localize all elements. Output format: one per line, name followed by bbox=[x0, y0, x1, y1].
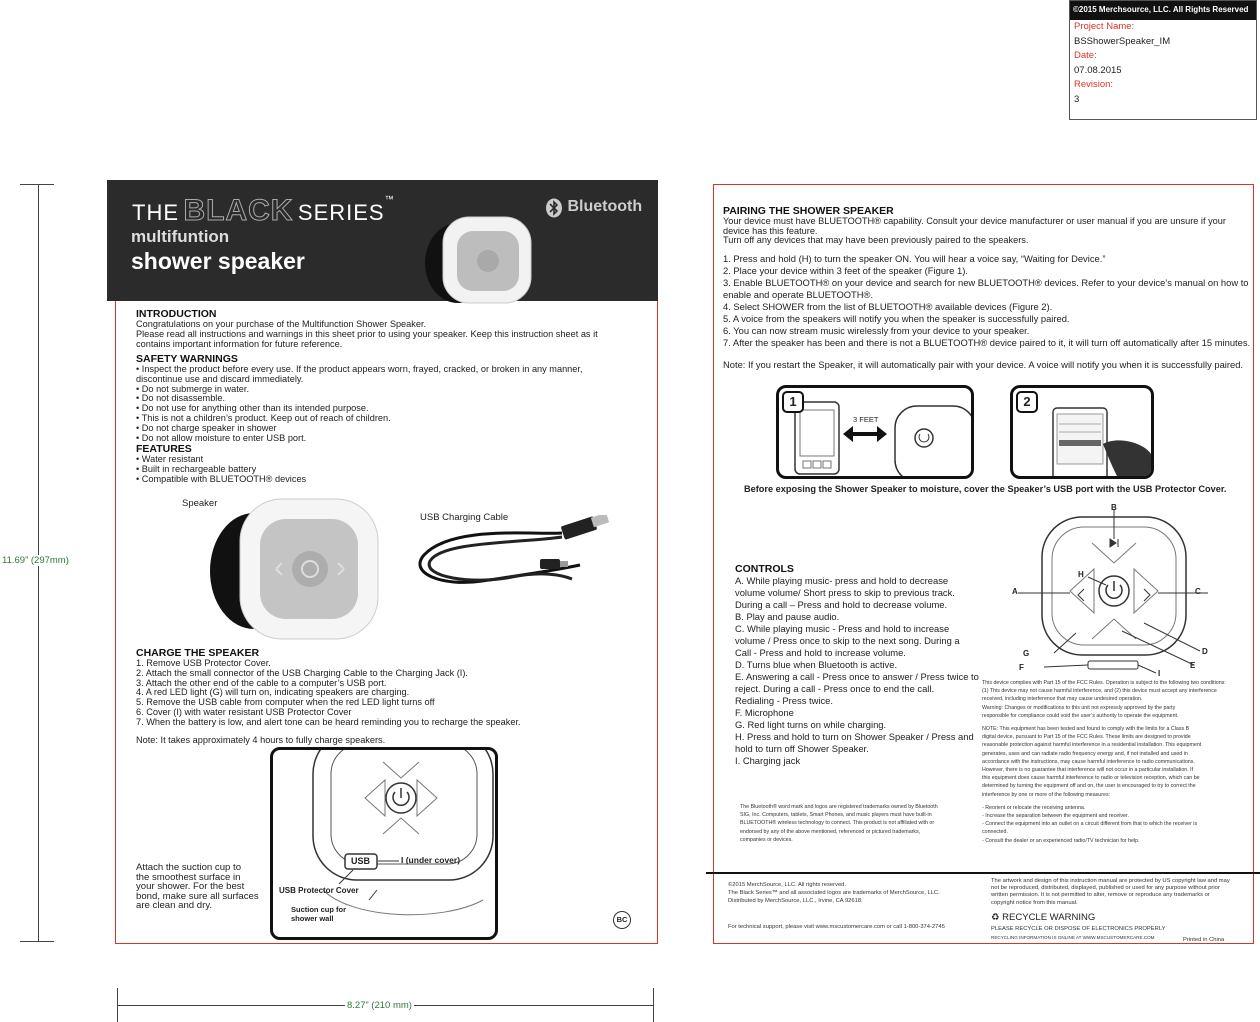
fcc-line: - Reorient or relocate the receiving antenna. bbox=[982, 804, 1086, 811]
fcc-line: responsible for compliance could void the user’s authority to operate the equipment. bbox=[982, 712, 1179, 719]
features-heading: FEATURES bbox=[136, 443, 192, 455]
controls-line: Call - Press and hold to increase volume. bbox=[735, 647, 906, 658]
footer-copyright bbox=[728, 881, 940, 906]
safety-line: • Do not disassemble. bbox=[136, 393, 226, 404]
dimension-tick bbox=[117, 988, 118, 1022]
intro-line: Please read all instructions and warnings in this sheet prior to using your speaker. Keep this instruction sheet as it bbox=[136, 328, 598, 339]
controls-line: Redialing - Press twice. bbox=[735, 695, 833, 706]
speaker-caption: Speaker bbox=[182, 498, 218, 509]
pairing-section bbox=[723, 205, 1250, 371]
recycle-icon: ♻ bbox=[991, 912, 1000, 923]
suction-instructions bbox=[136, 863, 259, 911]
safety-heading: SAFETY WARNINGS bbox=[136, 353, 238, 365]
controls-line: I. Charging jack bbox=[735, 755, 801, 766]
title-black: BLACK bbox=[183, 194, 294, 227]
suction-line: Attach the suction cup to bbox=[136, 862, 242, 873]
date-value: 07.08.2015 bbox=[1074, 64, 1122, 76]
pairing-step: 6. You can now stream music wirelessly from your device to your speaker. bbox=[723, 324, 1030, 336]
fcc-line: generates, uses and can radiate radio frequency energy and, if not installed and used in bbox=[982, 750, 1188, 757]
label-i: I bbox=[1158, 669, 1161, 678]
suction-cup-label-line: shower wall bbox=[291, 914, 334, 923]
bluetooth-logo bbox=[545, 198, 642, 223]
charging-jack-label: I (under cover) bbox=[401, 855, 461, 865]
footer-left-line: ©2015 MerchSource, LLC. All rights reserved. bbox=[728, 882, 847, 888]
dimension-tick bbox=[20, 941, 54, 942]
trademark-line: companies or devices. bbox=[740, 836, 793, 843]
title-the: THE bbox=[132, 200, 179, 225]
recycle-line-1: PLEASE RECYCLE OR DISPOSE OF ELECTRONICS PROPERLY bbox=[991, 926, 1166, 932]
intro-heading: INTRODUCTION bbox=[136, 308, 217, 320]
feature-line: • Compatible with BLUETOOTH® devices bbox=[136, 473, 307, 484]
fcc-line: - Increase the separation between the equipment and receiver. bbox=[982, 813, 1129, 820]
label-h: H bbox=[1078, 570, 1084, 579]
controls-line: D. Turns blue when Bluetooth is active. bbox=[735, 659, 898, 670]
controls-heading: CONTROLS bbox=[735, 563, 794, 575]
suction-cup-label-line: Suction cup for bbox=[291, 905, 346, 914]
speaker-banner-image bbox=[423, 213, 533, 305]
suction-line: your shower. For the best bbox=[136, 881, 245, 892]
controls-section bbox=[735, 563, 979, 767]
intro-section bbox=[136, 308, 598, 349]
fcc-line: this equipment does cause harmful interference to radio or television reception, which can be bbox=[982, 775, 1200, 782]
pairing-step: 3. Enable BLUETOOTH® on your device and search for new BLUETOOTH® devices. Refer to your device’s manual on how to bbox=[723, 276, 1249, 288]
charge-line: 2. Attach the small connector of the USB Charging Cable to the Charging Jack (I). bbox=[136, 667, 468, 678]
pairing-step: 4. Select SHOWER from the list of BLUETOOTH® available devices (Figure 2). bbox=[723, 300, 1053, 312]
suction-line: bond, make sure all surfaces bbox=[136, 890, 259, 902]
protector-cover-label: USB Protector Cover bbox=[279, 886, 359, 895]
charge-heading: CHARGE THE SPEAKER bbox=[136, 647, 260, 659]
height-dimension-label: 11.69” (297mm) bbox=[2, 555, 69, 566]
label-b: B bbox=[1111, 503, 1117, 512]
support-line: For technical support, please visit www.mscustomercare.com or call 1-800-374-2745 bbox=[728, 924, 945, 930]
controls-line: hold to turn off Shower Speaker. bbox=[735, 743, 869, 754]
pairing-heading: PAIRING THE SHOWER SPEAKER bbox=[723, 205, 894, 217]
three-feet-label: 3 FEET bbox=[853, 415, 879, 424]
title-series: SERIES bbox=[297, 200, 385, 225]
footer-right-line: not be reproduced, distributed, displayed, published or used for any purpose without prior bbox=[991, 885, 1220, 892]
pairing-step: 2. Place your device within 3 feet of the speaker (Figure 1). bbox=[723, 264, 968, 276]
trademark-line: SIG, Inc. Computers, tablets, Smart Phones, and music players must have built-in bbox=[740, 812, 932, 819]
fcc-line: reasonable protection against harmful interference in a residential installation. This equipment bbox=[982, 742, 1202, 749]
printed-in-china: Printed in China bbox=[1183, 937, 1225, 943]
fcc-line: (1) This device may not cause harmful interference, and (2) this device must accept any interference bbox=[982, 688, 1217, 695]
figure-2 bbox=[1010, 385, 1154, 479]
fcc-line: digital device, pursuant to Part 15 of the FCC Rules. These limits are designed to provide bbox=[982, 734, 1191, 741]
bc-mark: BC bbox=[613, 911, 631, 929]
pairing-step: 7. After the speaker has been and there is not a BLUETOOTH® device paired to it, it will turn off automatically after 15 minutes. bbox=[723, 336, 1251, 348]
trademark-line: BLUETOOTH® wireless technology to connect. This product is not affiliated with or bbox=[740, 820, 935, 827]
usb-cable-image bbox=[412, 515, 612, 605]
controls-line: A. While playing music- press and hold to decrease bbox=[735, 575, 949, 586]
suction-line: the smoothest surface in bbox=[136, 871, 241, 883]
fcc-line: NOTE: This equipment has been tested and found to comply with the limits for a Class B bbox=[982, 726, 1190, 733]
trademark-line: endorsed by any of the above mentioned, referenced or pictured trademarks, bbox=[740, 828, 921, 835]
label-c: C bbox=[1195, 587, 1201, 596]
dimension-tick bbox=[20, 184, 54, 185]
figure-1 bbox=[776, 385, 974, 479]
recycle-warning bbox=[991, 912, 1095, 923]
charge-note: Note: It takes approximately 4 hours to fully charge speakers. bbox=[136, 734, 386, 745]
safety-line: discontinue use and discard immediately. bbox=[136, 373, 304, 384]
figure-2-number: 2 bbox=[1016, 391, 1038, 413]
width-dimension-label: 8.27” (210 mm) bbox=[347, 1000, 412, 1011]
controls-line: volume / Press once to skip to the next song. During a bbox=[735, 635, 960, 646]
label-g: G bbox=[1023, 649, 1030, 658]
fcc-statement bbox=[982, 679, 1226, 845]
controls-diagram bbox=[1004, 503, 1224, 675]
label-f: F bbox=[1019, 663, 1024, 672]
features-section bbox=[136, 443, 306, 484]
cable-caption: USB Charging Cable bbox=[420, 512, 509, 523]
suction-cup-label bbox=[291, 905, 346, 923]
usb-label: USB bbox=[351, 856, 371, 866]
title-banner bbox=[107, 180, 658, 301]
fcc-line: This device complies with Part 15 of the FCC Rules. Operation is subject to the following two conditions: bbox=[982, 680, 1226, 686]
pairing-note: Note: If you restart the Speaker, it will automatically pair with your device. A voice will notify you when it is successfully paired. bbox=[723, 358, 1244, 370]
fcc-line: connected. bbox=[982, 829, 1008, 836]
figure-1-number: 1 bbox=[782, 391, 804, 413]
controls-line: During a call – Press and hold to decrease volume. bbox=[735, 599, 948, 610]
charge-line: 7. When the battery is low, and alert tone can be heard reminding you to recharge the speaker. bbox=[136, 716, 521, 727]
charge-line: 5. Remove the USB cable from computer when the red LED light turns off bbox=[136, 697, 435, 708]
fcc-line: - Consult the dealer or an experienced radio/TV technician for help. bbox=[982, 837, 1140, 844]
feature-line: • Water resistant bbox=[136, 454, 204, 464]
pairing-line: Your device must have BLUETOOTH® capability. Consult your device manufacturer or user manual if you are unsure if your bbox=[723, 216, 1226, 226]
speaker-back-figure bbox=[270, 747, 498, 940]
pairing-step: 5. A voice from the speakers will notify you when the speaker is successfully paired. bbox=[723, 312, 1070, 324]
bluetooth-wordmark: Bluetooth bbox=[567, 198, 643, 215]
controls-line: F. Microphone bbox=[735, 707, 794, 718]
fcc-line: determined by turning the equipment off and on, the user is encouraged to try to correct the bbox=[982, 783, 1196, 790]
controls-line: C. While playing music - Press and hold to increase bbox=[735, 623, 950, 634]
fcc-line: Warning: Changes or modifications to this unit not expressly approved by the party bbox=[982, 704, 1176, 711]
trademark-notice bbox=[740, 803, 938, 844]
pairing-line: device has this feature. bbox=[723, 225, 818, 236]
revision-label: Revision: bbox=[1074, 79, 1114, 90]
label-d: D bbox=[1202, 647, 1208, 656]
footer-divider bbox=[706, 872, 1260, 874]
fcc-line: accordance with the instructions, may cause harmful interference to radio communications. bbox=[982, 758, 1195, 765]
intro-line: contains important information for future reference. bbox=[136, 338, 343, 349]
pairing-line: Turn off any devices that may have been previously paired to the speakers. bbox=[723, 235, 1029, 246]
project-label: Project Name: bbox=[1074, 21, 1135, 32]
label-a: A bbox=[1012, 587, 1018, 596]
left-panel bbox=[115, 184, 658, 944]
recycle-line-2: RECYCLING INFORMATION IS ONLINE AT WWW.MSCUSTOMERCARE.COM bbox=[991, 935, 1155, 940]
copyright-header: ©2015 Merchsource, LLC. All Rights Reserved bbox=[1070, 1, 1256, 20]
safety-line: • Do not allow moisture to enter USB port. bbox=[136, 432, 307, 443]
revision-value: 3 bbox=[1074, 93, 1080, 105]
safety-line: • Do not charge speaker in shower bbox=[136, 422, 277, 433]
footer-copyright-notice bbox=[991, 878, 1230, 907]
trademark-mark: ™ bbox=[384, 194, 394, 204]
fcc-line: interference by one or more of the following measures: bbox=[982, 791, 1111, 798]
fcc-line: received, including interference that may cause undesired operation. bbox=[982, 696, 1143, 703]
controls-line: B. Play and pause audio. bbox=[735, 611, 840, 622]
bluetooth-icon bbox=[545, 198, 563, 218]
safety-section bbox=[136, 353, 583, 443]
dimension-tick bbox=[653, 988, 654, 1022]
footer-right-line: The artwork and design of this instruction manual are protected by US copyright law and may bbox=[991, 878, 1230, 884]
controls-line: G. Red light turns on while charging. bbox=[735, 719, 887, 730]
recycle-title: RECYCLE WARNING bbox=[1002, 912, 1096, 923]
footer-left-line: Distributed by MerchSource, LLC., Irvine, CA 92618. bbox=[728, 898, 863, 905]
figure-1-diagram bbox=[779, 388, 971, 476]
label-e: E bbox=[1190, 661, 1196, 670]
charge-section bbox=[136, 647, 521, 745]
charge-line: 6. Cover (I) with water resistant USB Protector Cover bbox=[136, 706, 352, 717]
date-label: Date: bbox=[1074, 50, 1097, 61]
controls-line: volume volume/ Short press to skip to previous track. bbox=[735, 587, 955, 598]
right-panel bbox=[713, 184, 1254, 944]
controls-line: E. Answering a call - Press once to answer / Press twice to bbox=[735, 671, 979, 682]
footer-right-line: copyright notice from this manual. bbox=[991, 899, 1078, 906]
charge-line: 1. Remove USB Protector Cover. bbox=[136, 658, 271, 668]
safety-line: • Do not use for anything other than its intended purpose. bbox=[136, 403, 369, 414]
subtitle-multifunction: multifuntion bbox=[131, 227, 230, 246]
safety-line: • Do not submerge in water. bbox=[136, 383, 250, 394]
trademark-line: The Bluetooth® word mark and logos are registered trademarks owned by Bluetooth bbox=[740, 804, 938, 810]
pairing-step: enable and operate BLUETOOTH®. bbox=[723, 288, 874, 300]
controls-line: H. Press and hold to turn on Shower Speaker / Press and bbox=[735, 731, 974, 742]
project-value: BSShowerSpeaker_IM bbox=[1074, 35, 1171, 47]
feature-line: • Built in rechargeable battery bbox=[136, 463, 257, 474]
moisture-note: Before exposing the Shower Speaker to moisture, cover the Speaker’s USB port with the USB Protector Cover. bbox=[744, 484, 1227, 494]
fcc-line: However, there is no guarantee that interference will not occur in a particular installation. If bbox=[982, 767, 1194, 774]
title-block bbox=[1069, 0, 1257, 120]
speaker-image bbox=[206, 495, 381, 643]
safety-line: • This is not a children’s product. Keep out of reach of children. bbox=[136, 412, 391, 423]
controls-line: reject. During a call - Press once to end the call. bbox=[735, 683, 935, 694]
fcc-line: - Connect the equipment into an outlet on a circuit different from that to which the receiver is bbox=[982, 821, 1198, 828]
safety-line: • Inspect the product before every use. If the product appears worn, frayed, cracked, or broken in any manner, bbox=[136, 364, 583, 374]
series-title bbox=[132, 194, 394, 228]
charge-line: 4. A red LED light (G) will turn on, indicating speakers are charging. bbox=[136, 687, 410, 698]
footer-left-line: The Black Series™ and all associated logos are trademarks of MerchSource, LLC. bbox=[728, 890, 940, 897]
pairing-step: 1. Press and hold (H) to turn the speaker ON. You will hear a voice say, “Waiting for Device.” bbox=[723, 252, 1106, 264]
subtitle-shower-speaker: shower speaker bbox=[131, 248, 305, 274]
footer-right-line: written permission. It is not permitted to alter, remove or reproduce any trademarks or bbox=[991, 892, 1210, 899]
intro-line: Congratulations on your purchase of the Multifunction Shower Speaker. bbox=[136, 319, 427, 329]
charge-line: 3. Attach the other end of the cable to a computer’s USB port. bbox=[136, 677, 387, 688]
suction-line: are clean and dry. bbox=[136, 900, 213, 911]
